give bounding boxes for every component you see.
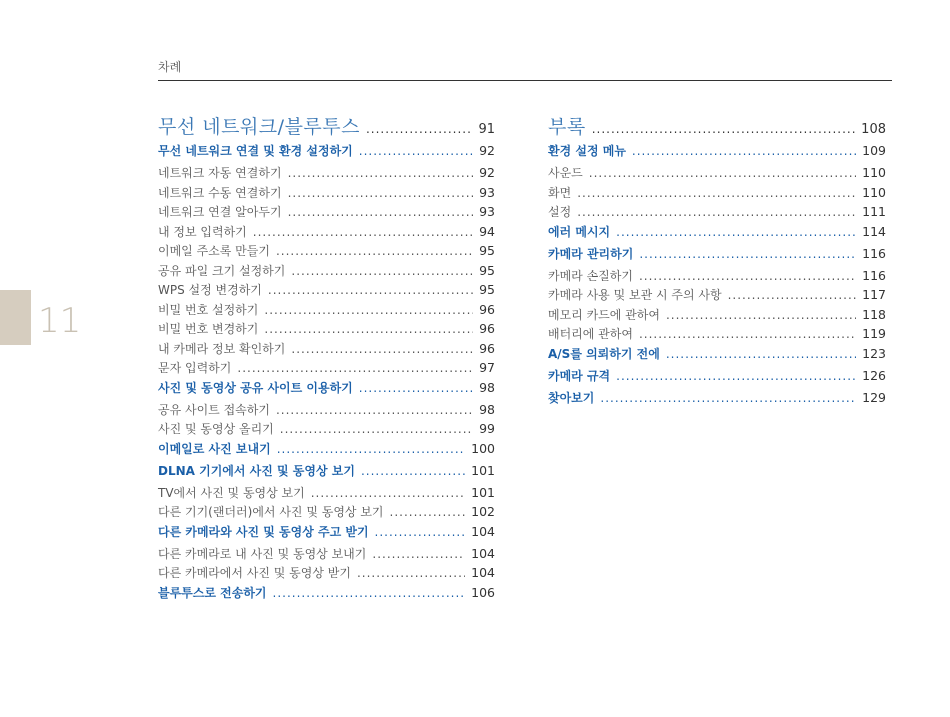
dot-leader [639, 247, 856, 261]
toc-item[interactable] [158, 503, 495, 523]
toc-item[interactable] [158, 223, 495, 243]
toc-title: 카메라 관리하기 [548, 246, 634, 261]
dot-leader [577, 186, 856, 200]
toc-page: 97 [479, 360, 495, 375]
toc-title: 내 정보 입력하기 [158, 224, 247, 239]
toc-sec[interactable] [548, 245, 886, 267]
toc-page: 92 [479, 165, 495, 180]
toc-chapter[interactable] [548, 112, 886, 142]
toc-title: 사진 및 동영상 올리기 [158, 422, 274, 436]
toc-page: 94 [479, 223, 495, 239]
dot-leader [666, 347, 856, 361]
toc-page: 123 [862, 345, 886, 361]
toc-sec[interactable] [158, 142, 495, 164]
dot-leader [237, 361, 473, 375]
dot-leader [632, 144, 856, 158]
toc-chapter[interactable] [158, 112, 495, 142]
toc-item[interactable] [158, 401, 495, 421]
toc-item[interactable] [158, 184, 495, 204]
toc-item[interactable] [158, 242, 495, 262]
toc-page: 93 [479, 204, 495, 219]
toc-title: 무선 네트워크 연결 및 환경 설정하기 [158, 144, 353, 158]
toc-item[interactable] [158, 564, 495, 584]
dot-leader [288, 186, 474, 200]
dot-leader [291, 342, 473, 356]
toc-title: 사진 및 동영상 공유 사이트 이용하기 [158, 380, 353, 395]
toc-page: 98 [479, 401, 495, 417]
dot-leader [359, 144, 473, 158]
toc-sec[interactable] [158, 523, 495, 545]
toc-page: 96 [479, 321, 495, 336]
toc-title: 이메일로 사진 보내기 [158, 441, 271, 456]
toc-item[interactable] [548, 286, 886, 306]
toc-title: 환경 설정 메뉴 [548, 144, 626, 158]
toc-sec[interactable] [158, 440, 495, 462]
dot-leader [253, 225, 473, 239]
toc-title: 다른 카메라에서 사진 및 동영상 받기 [158, 566, 351, 580]
toc-right-column [548, 112, 886, 411]
toc-title: 카메라 규격 [548, 368, 611, 383]
toc-page: 96 [479, 301, 495, 317]
toc-sec[interactable] [158, 379, 495, 401]
dot-leader [291, 264, 473, 278]
toc-page: 104 [471, 545, 495, 561]
dot-leader [280, 422, 473, 436]
toc-page: 99 [479, 421, 495, 436]
toc-title: 배터리에 관하여 [548, 327, 633, 341]
toc-page: 110 [862, 184, 886, 200]
toc-title: 블루투스로 전송하기 [158, 585, 267, 600]
toc-title: 카메라 사용 및 보관 시 주의 사항 [548, 288, 722, 302]
dot-leader [277, 442, 465, 456]
dot-leader [268, 283, 473, 297]
toc-item[interactable] [548, 184, 886, 204]
dot-leader [288, 205, 474, 219]
dot-leader [276, 244, 473, 258]
toc-page: 101 [471, 462, 495, 478]
toc-sec[interactable] [548, 389, 886, 411]
dot-leader [361, 464, 465, 478]
toc-page: 91 [478, 122, 495, 137]
toc-page: 108 [861, 122, 886, 137]
dot-leader [273, 586, 466, 600]
dot-leader [639, 327, 856, 341]
toc-title: 부록 [548, 116, 586, 138]
toc-page: 116 [862, 245, 886, 261]
toc-page: 98 [479, 379, 495, 395]
toc-left-column [158, 112, 495, 606]
side-tab [0, 290, 31, 345]
toc-title: 비밀 번호 변경하기 [158, 322, 259, 336]
toc-page: 93 [479, 184, 495, 200]
dot-leader [728, 288, 857, 302]
toc-title: 공유 사이트 접속하기 [158, 402, 270, 417]
toc-title: 설정 [548, 205, 572, 219]
toc-page: 100 [471, 440, 495, 456]
dot-leader [288, 166, 474, 180]
dot-leader [639, 269, 856, 283]
toc-sec[interactable] [548, 142, 886, 164]
toc-title: 이메일 주소록 만들기 [158, 244, 270, 258]
toc-item[interactable] [158, 164, 495, 184]
toc-title: DLNA 기기에서 사진 및 동영상 보기 [158, 463, 355, 478]
dot-leader [276, 403, 473, 417]
toc-item[interactable] [158, 545, 495, 565]
dot-leader [366, 122, 472, 136]
toc-page: 102 [471, 504, 495, 519]
dot-leader [264, 322, 473, 336]
toc-title: 다른 카메라와 사진 및 동영상 주고 받기 [158, 524, 369, 539]
dot-leader [264, 303, 473, 317]
toc-page: 95 [479, 243, 495, 258]
toc-page: 104 [471, 565, 495, 580]
toc-title: A/S를 의뢰하기 전에 [548, 346, 660, 361]
dot-leader [589, 166, 856, 180]
toc-page: 92 [479, 143, 495, 158]
toc-title: 다른 기기(랜더러)에서 사진 및 동영상 보기 [158, 505, 384, 519]
toc-item[interactable] [158, 420, 495, 440]
toc-title: 다른 카메라로 내 사진 및 동영상 보내기 [158, 546, 367, 561]
toc-page: 106 [471, 584, 495, 600]
toc-page: 96 [479, 340, 495, 356]
toc-title: 찾아보기 [548, 390, 595, 405]
toc-title: 사운드 [548, 166, 583, 180]
toc-title: 네트워크 수동 연결하기 [158, 185, 282, 200]
toc-sec[interactable] [158, 462, 495, 484]
toc-page: 117 [862, 287, 886, 302]
dot-leader [592, 122, 855, 136]
toc-title: TV에서 사진 및 동영상 보기 [158, 485, 305, 500]
dot-leader [375, 525, 466, 539]
toc-item[interactable] [158, 359, 495, 379]
toc-item[interactable] [548, 267, 886, 287]
toc-page: 111 [862, 204, 886, 219]
toc-page: 104 [471, 523, 495, 539]
toc-page: 95 [479, 282, 495, 297]
toc-sec[interactable] [548, 367, 886, 389]
toc-title: 화면 [548, 185, 572, 200]
toc-item[interactable] [548, 164, 886, 184]
toc-title: 네트워크 자동 연결하기 [158, 166, 282, 180]
toc-title: 카메라 손질하기 [548, 268, 633, 283]
toc-page: 110 [862, 165, 886, 180]
dot-leader [616, 225, 856, 239]
toc-item[interactable] [548, 306, 886, 326]
toc-page: 109 [862, 143, 886, 158]
toc-sec[interactable] [158, 584, 495, 606]
toc-page: 95 [479, 262, 495, 278]
toc-title: 비밀 번호 설정하기 [158, 302, 259, 317]
toc-title: 내 카메라 정보 확인하기 [158, 341, 286, 356]
toc-title: 에러 메시지 [548, 224, 611, 239]
toc-page: 116 [862, 267, 886, 283]
toc-sec[interactable] [548, 345, 886, 367]
toc-page: 118 [862, 306, 886, 322]
toc-title: 문자 입력하기 [158, 361, 232, 375]
toc-item[interactable] [158, 340, 495, 360]
toc-sec[interactable] [548, 223, 886, 245]
dot-leader [357, 566, 465, 580]
toc-item[interactable] [158, 203, 495, 223]
dot-leader [600, 391, 856, 405]
toc-item[interactable] [158, 484, 495, 504]
dot-leader [311, 486, 465, 500]
toc-item[interactable] [158, 320, 495, 340]
toc-title: 무선 네트워크/블루투스 [158, 116, 360, 138]
header-rule [158, 80, 892, 81]
toc-page: 119 [862, 326, 886, 341]
dot-leader [666, 308, 856, 322]
page-header: 차례 [158, 60, 182, 74]
toc-item[interactable] [158, 281, 495, 301]
toc-item[interactable] [158, 262, 495, 282]
toc-page: 129 [862, 389, 886, 405]
page-number: 11 [38, 301, 82, 341]
toc-page: 126 [862, 367, 886, 383]
toc-item[interactable] [548, 203, 886, 223]
dot-leader [616, 369, 856, 383]
toc-title: 메모리 카드에 관하여 [548, 307, 660, 322]
dot-leader [372, 547, 465, 561]
toc-title: 네트워크 연결 알아두기 [158, 205, 282, 219]
toc-item[interactable] [548, 325, 886, 345]
toc-page: 101 [471, 484, 495, 500]
dot-leader [359, 381, 473, 395]
dot-leader [577, 205, 856, 219]
toc-title: WPS 설정 변경하기 [158, 283, 262, 297]
toc-title: 공유 파일 크기 설정하기 [158, 263, 286, 278]
toc-item[interactable] [158, 301, 495, 321]
toc-page: 114 [862, 223, 886, 239]
dot-leader [390, 505, 466, 519]
